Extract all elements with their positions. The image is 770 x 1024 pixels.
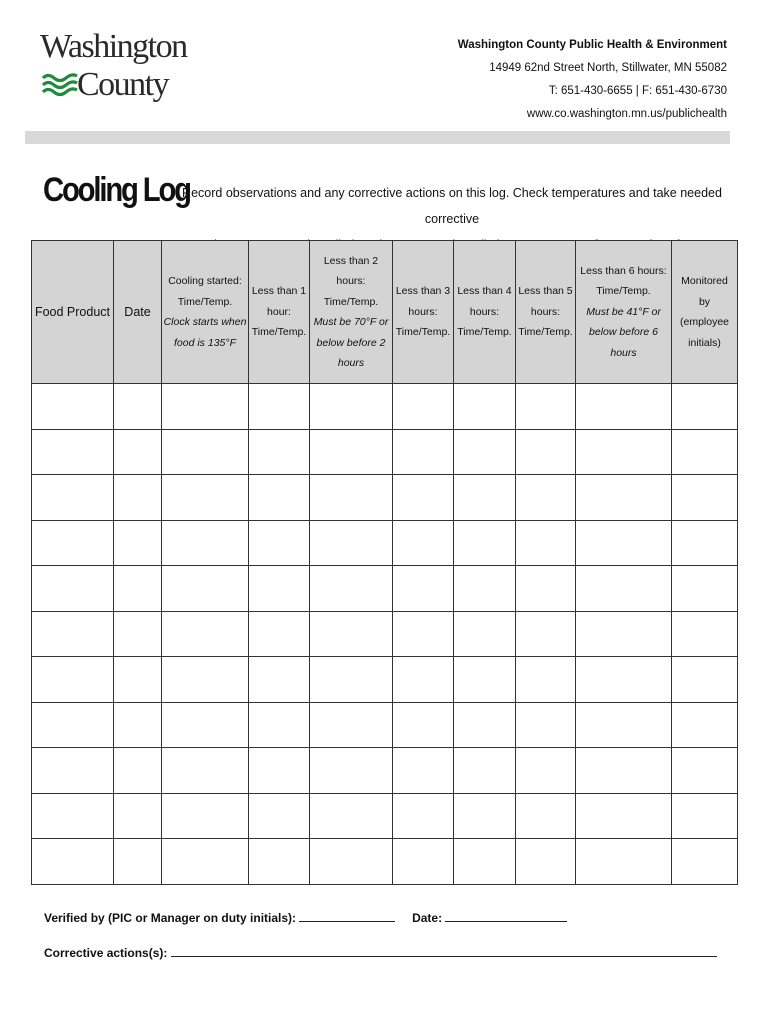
log-entry-cell[interactable] (310, 429, 393, 475)
logo-text-line1: Washington (40, 28, 187, 65)
header-divider-band (25, 131, 730, 144)
log-entry-cell[interactable] (576, 748, 672, 794)
col-less-than-2-hours: Less than 2 hours: Time/Temp. Must be 70°F or below before 2 hours (310, 241, 393, 384)
table-row (32, 839, 738, 885)
verified-by-label: Verified by (PIC or Manager on duty initials): (44, 911, 297, 925)
log-entry-cell[interactable] (672, 702, 738, 748)
log-entry-cell[interactable] (32, 520, 114, 566)
log-entry-cell[interactable] (454, 839, 516, 885)
log-entry-cell[interactable] (516, 566, 576, 612)
log-entry-cell[interactable] (672, 429, 738, 475)
log-entry-cell[interactable] (32, 384, 114, 430)
log-entry-cell[interactable] (114, 657, 162, 703)
corrective-actions-label: Corrective actions(s): (44, 946, 168, 960)
cooling-log-table (31, 240, 738, 885)
page-title: Cooling Log (43, 171, 190, 209)
table-row (32, 748, 738, 794)
log-entry-cell[interactable] (32, 748, 114, 794)
log-entry-cell[interactable] (162, 429, 249, 475)
log-entry-cell[interactable] (454, 384, 516, 430)
log-entry-cell[interactable] (310, 611, 393, 657)
log-entry-cell[interactable] (576, 566, 672, 612)
log-entry-cell[interactable] (249, 384, 310, 430)
log-entry-cell[interactable] (114, 702, 162, 748)
log-entry-cell[interactable] (249, 429, 310, 475)
table-row (32, 793, 738, 839)
logo-text-line2: County (77, 66, 169, 103)
log-entry-cell[interactable] (32, 611, 114, 657)
log-entry-cell[interactable] (393, 793, 454, 839)
log-entry-cell[interactable] (516, 429, 576, 475)
log-entry-cell[interactable] (672, 475, 738, 521)
log-entry-cell[interactable] (162, 839, 249, 885)
log-entry-cell[interactable] (32, 657, 114, 703)
log-entry-cell[interactable] (454, 657, 516, 703)
log-entry-cell[interactable] (454, 611, 516, 657)
instructions-line1: Record observations and any corrective actions on this log. Check temperatures and take needed corrective (182, 186, 722, 226)
log-entry-cell[interactable] (672, 839, 738, 885)
log-entry-cell[interactable] (393, 429, 454, 475)
log-entry-cell[interactable] (249, 520, 310, 566)
log-entry-cell[interactable] (32, 566, 114, 612)
log-entry-cell[interactable] (162, 566, 249, 612)
log-entry-cell[interactable] (162, 748, 249, 794)
table-row (32, 520, 738, 566)
log-entry-cell[interactable] (162, 611, 249, 657)
log-entry-cell[interactable] (672, 384, 738, 430)
log-entry-cell[interactable] (516, 702, 576, 748)
log-entry-cell[interactable] (162, 657, 249, 703)
log-entry-cell[interactable] (454, 793, 516, 839)
log-entry-cell[interactable] (162, 475, 249, 521)
log-entry-cell[interactable] (672, 566, 738, 612)
log-entry-cell[interactable] (576, 384, 672, 430)
log-entry-cell[interactable] (516, 384, 576, 430)
table-header-row (32, 241, 738, 384)
log-entry-cell[interactable] (249, 475, 310, 521)
col-less-than-4-hours: Less than 4 hours: Time/Temp. (454, 241, 516, 384)
log-entry-cell[interactable] (672, 657, 738, 703)
col-less-than-3-hours: Less than 3 hours: Time/Temp. (393, 241, 454, 384)
log-entry-cell[interactable] (114, 611, 162, 657)
log-entry-cell[interactable] (672, 611, 738, 657)
table-body (32, 384, 738, 885)
log-entry-cell[interactable] (32, 793, 114, 839)
log-entry-cell[interactable] (672, 520, 738, 566)
log-entry-cell[interactable] (516, 475, 576, 521)
table-row (32, 384, 738, 430)
log-entry-cell[interactable] (454, 702, 516, 748)
table-row (32, 702, 738, 748)
table-row (32, 657, 738, 703)
log-entry-cell[interactable] (516, 657, 576, 703)
log-entry-cell[interactable] (162, 793, 249, 839)
log-entry-cell[interactable] (32, 475, 114, 521)
log-entry-cell[interactable] (114, 839, 162, 885)
log-entry-cell[interactable] (310, 793, 393, 839)
log-entry-cell[interactable] (249, 748, 310, 794)
table-row (32, 475, 738, 521)
log-entry-cell[interactable] (576, 839, 672, 885)
log-entry-cell[interactable] (114, 384, 162, 430)
log-entry-cell[interactable] (114, 475, 162, 521)
log-entry-cell[interactable] (310, 839, 393, 885)
log-entry-cell[interactable] (576, 520, 672, 566)
log-entry-cell[interactable] (32, 839, 114, 885)
county-logo (40, 28, 187, 114)
col-less-than-6-hours: Less than 6 hours: Time/Temp. Must be 41°F or below before 6 hours (576, 241, 672, 384)
verification-line (44, 909, 567, 925)
org-name: Washington County Public Health & Environment (457, 39, 727, 51)
phone-fax: T: 651-430-6655 | F: 651-430-6730 (548, 85, 727, 97)
log-entry-cell[interactable] (249, 702, 310, 748)
log-entry-cell[interactable] (516, 839, 576, 885)
log-entry-cell[interactable] (310, 566, 393, 612)
log-entry-cell[interactable] (114, 793, 162, 839)
col-food-product: Food Product (32, 241, 114, 384)
log-entry-cell[interactable] (249, 611, 310, 657)
log-entry-cell[interactable] (114, 429, 162, 475)
log-entry-cell[interactable] (393, 520, 454, 566)
contact-block (458, 34, 727, 126)
log-entry-cell[interactable] (576, 611, 672, 657)
log-entry-cell[interactable] (114, 520, 162, 566)
log-entry-cell[interactable] (310, 384, 393, 430)
log-entry-cell[interactable] (516, 793, 576, 839)
log-entry-cell[interactable] (576, 657, 672, 703)
log-entry-cell[interactable] (576, 793, 672, 839)
log-entry-cell[interactable] (672, 793, 738, 839)
log-entry-cell[interactable] (249, 839, 310, 885)
log-entry-cell[interactable] (516, 748, 576, 794)
log-entry-cell[interactable] (393, 748, 454, 794)
log-entry-cell[interactable] (162, 520, 249, 566)
log-entry-cell[interactable] (576, 475, 672, 521)
log-entry-cell[interactable] (310, 702, 393, 748)
log-entry-cell[interactable] (393, 566, 454, 612)
log-entry-cell[interactable] (162, 384, 249, 430)
log-entry-cell[interactable] (393, 657, 454, 703)
col-monitored-by: Monitored by (employee initials) (672, 241, 738, 384)
website: www.co.washington.mn.us/publichealth (526, 108, 727, 120)
log-entry-cell[interactable] (114, 748, 162, 794)
log-entry-cell[interactable] (32, 702, 114, 748)
log-entry-cell[interactable] (310, 657, 393, 703)
log-entry-cell[interactable] (162, 702, 249, 748)
log-entry-cell[interactable] (516, 520, 576, 566)
log-entry-cell[interactable] (454, 566, 516, 612)
table-row (32, 611, 738, 657)
log-entry-cell[interactable] (672, 748, 738, 794)
log-entry-cell[interactable] (393, 384, 454, 430)
log-entry-cell[interactable] (310, 748, 393, 794)
date-blank[interactable] (445, 909, 567, 922)
log-entry-cell[interactable] (393, 702, 454, 748)
log-entry-cell[interactable] (393, 475, 454, 521)
verified-by-blank[interactable] (299, 909, 395, 922)
log-entry-cell[interactable] (393, 611, 454, 657)
log-entry-cell[interactable] (310, 475, 393, 521)
log-entry-cell[interactable] (32, 429, 114, 475)
log-entry-cell[interactable] (249, 793, 310, 839)
corrective-actions-blank[interactable] (171, 944, 717, 957)
wave-icon (42, 72, 78, 98)
log-entry-cell[interactable] (393, 839, 454, 885)
col-date: Date (114, 241, 162, 384)
log-entry-cell[interactable] (114, 566, 162, 612)
log-entry-cell[interactable] (576, 429, 672, 475)
log-entry-cell[interactable] (454, 475, 516, 521)
table-row (32, 429, 738, 475)
col-less-than-1-hour: Less than 1 hour: Time/Temp. (249, 241, 310, 384)
log-entry-cell[interactable] (516, 611, 576, 657)
log-entry-cell[interactable] (576, 702, 672, 748)
log-entry-cell[interactable] (454, 748, 516, 794)
log-entry-cell[interactable] (249, 657, 310, 703)
log-entry-cell[interactable] (249, 566, 310, 612)
col-less-than-5-hours: Less than 5 hours: Time/Temp. (516, 241, 576, 384)
log-entry-cell[interactable] (454, 429, 516, 475)
col-cooling-started: Cooling started: Time/Temp. Clock starts when food is 135°F (162, 241, 249, 384)
corrective-actions-line (44, 944, 717, 960)
address: 14949 62nd Street North, Stillwater, MN 55082 (489, 62, 727, 74)
log-entry-cell[interactable] (454, 520, 516, 566)
date-label: Date: (412, 911, 443, 925)
table-row (32, 566, 738, 612)
log-entry-cell[interactable] (310, 520, 393, 566)
